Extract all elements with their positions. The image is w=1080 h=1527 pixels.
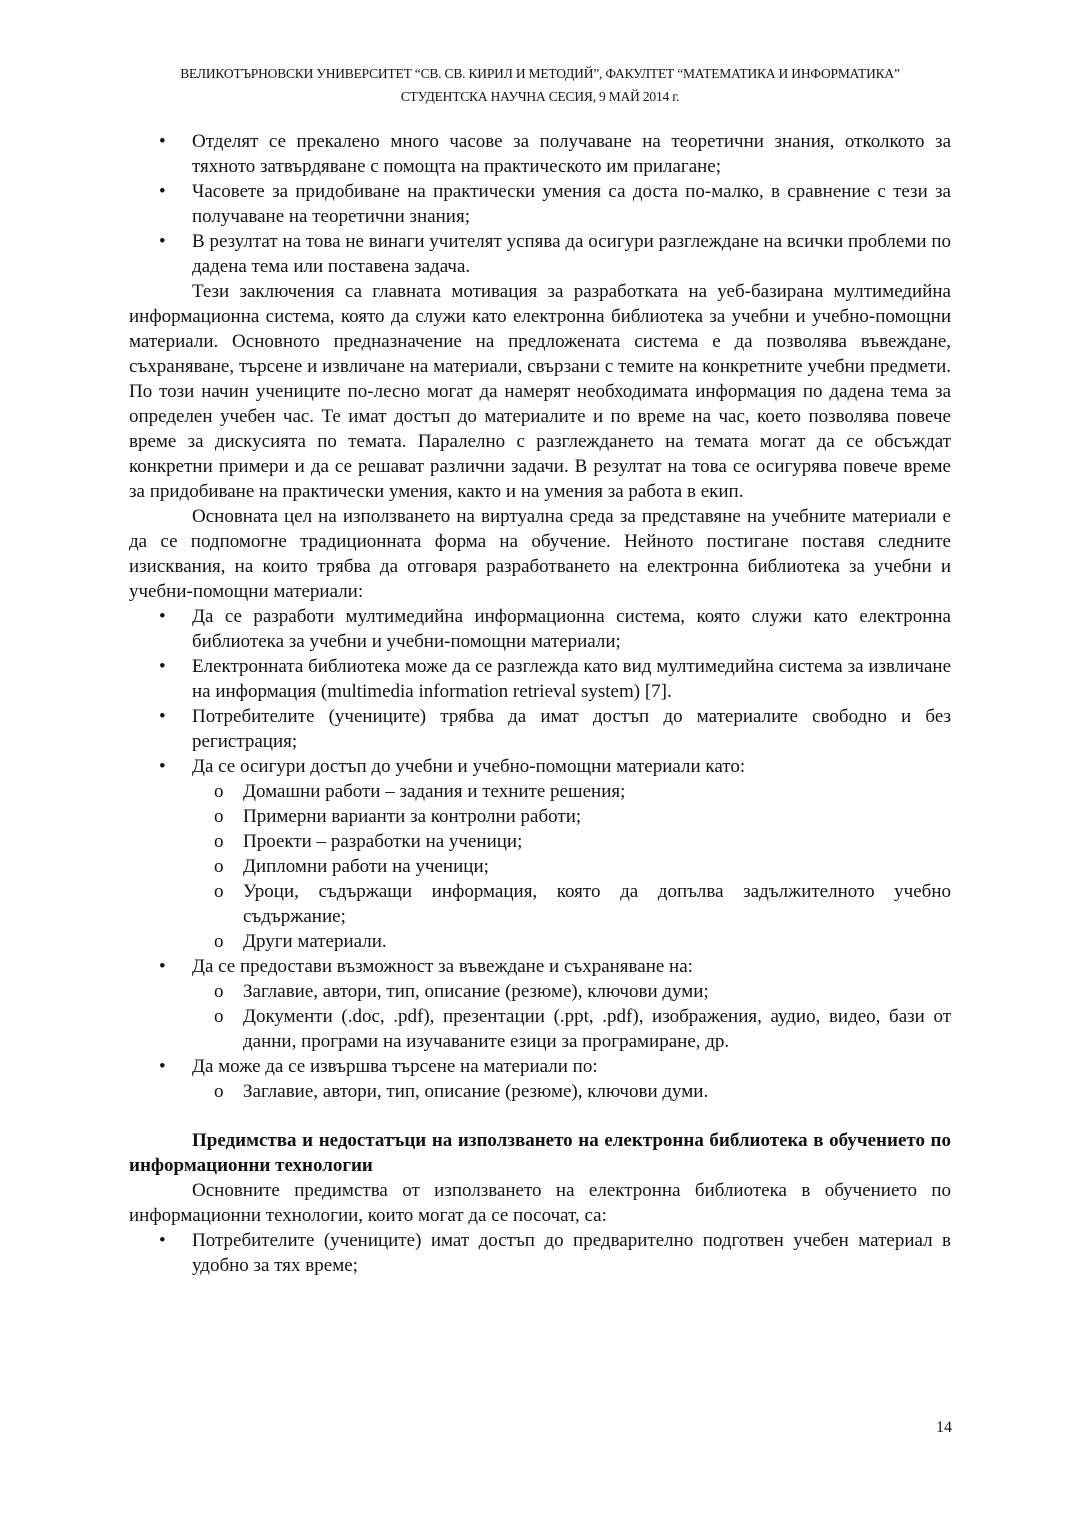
circle-bullet-icon: o (214, 856, 224, 877)
bullet-icon: • (159, 231, 166, 252)
bullet-icon: • (159, 181, 166, 202)
list-item: • В резултат на това не винаги учителят успява да осигури разглеждане на всички проблеми по дадена тема или поставена задача. (159, 231, 951, 277)
sub-list-item: o Заглавие, автори, тип, описание (резюме), ключови думи. (214, 1081, 709, 1102)
bullet-list-advantages (129, 1228, 951, 1278)
page-number: 14 (936, 1419, 952, 1436)
page-header (0, 62, 1080, 108)
circle-bullet-icon: o (214, 781, 224, 802)
paragraph-main-goal: Основната цел на използването на виртуална среда за представяне на учебните материали е да се подпомогне традиционната форма на обучение. Нейното постигане поставя следните изисквания, на които трябва да отговаря разработването на електронна библиотека за учебни и учебни-помощни материали: (129, 506, 951, 602)
header-line-2: СТУДЕНТСКА НАУЧНА СЕСИЯ, 9 МАЙ 2014 г. (400, 89, 680, 104)
bullet-icon: • (159, 656, 166, 677)
list-item: • Потребителите (учениците) трябва да имат достъп до материалите свободно и без регистрация; (159, 706, 951, 752)
list-item: • Потребителите (учениците) имат достъп до предварително подготвен учебен материал в удобно за тях време; (159, 1230, 951, 1276)
circle-bullet-icon: o (214, 981, 224, 1002)
sub-list-item: o Заглавие, автори, тип, описание (резюме), ключови думи; (214, 981, 709, 1002)
circle-bullet-icon: o (214, 881, 224, 902)
sub-list-item: o Примерни варианти за контролни работи; (214, 806, 582, 827)
sub-list-materials (192, 779, 951, 954)
paragraph-advantages: Основните предимства от използването на електронна библиотека в обучението по информационни технологии, които могат да се посочат, са: (129, 1180, 951, 1226)
page-body (129, 129, 951, 1278)
sub-list-input (192, 979, 951, 1054)
list-item: • Да се разработи мултимедийна информационна система, която служи като електронна библиотека за учебни и учебни-помощни материали; (159, 606, 951, 652)
bullet-list-requirements (129, 604, 951, 1104)
list-item: • Да се предостави възможност за въвеждане и съхраняване на: o Заглавие, автори, тип, описание (резюме), ключови думи; o Документи (.doc, .pdf), презентации (.ppt, .pdf), изображения, аудио, видео, бази от данни, програми на изучаваните езици за програмиране, др. (159, 956, 951, 1052)
bullet-icon: • (159, 1230, 166, 1251)
circle-bullet-icon: o (214, 806, 224, 827)
bullet-icon: • (159, 706, 166, 727)
circle-bullet-icon: o (214, 831, 224, 852)
list-item: • Електронната библиотека може да се разглежда като вид мултимедийна система за извличане на информация (multimedia information retrieval system) [7]. (159, 656, 951, 702)
circle-bullet-icon: o (214, 1006, 224, 1027)
bullet-icon: • (159, 1056, 166, 1077)
circle-bullet-icon: o (214, 931, 224, 952)
bullet-list-1 (129, 129, 951, 279)
bullet-icon: • (159, 606, 166, 627)
sub-list-search (192, 1079, 951, 1104)
bullet-icon: • (159, 756, 166, 777)
bullet-icon: • (159, 956, 166, 977)
list-item: • Да се осигури достъп до учебни и учебно-помощни материали като: o Домашни работи – задания и техните решения; o Примерни варианти за контролни работи; o Проекти – разработки на ученици; o Дипломни работи на ученици; o Уроци, съдържащи информация, която да допълва задължителното учебно съдържание; o Други материали. (159, 756, 951, 952)
sub-list-item: o Проекти – разработки на ученици; (214, 831, 523, 852)
list-item: • Часовете за придобиване на практически умения са доста по-малко, в сравнение с тези за получаване на теоретични знания; (159, 181, 951, 227)
circle-bullet-icon: o (214, 1081, 224, 1102)
sub-list-item: o Други материали. (214, 931, 387, 952)
list-item: • Да може да се извършва търсене на материали по: o Заглавие, автори, тип, описание (резюме), ключови думи. (129, 1054, 951, 1104)
sub-list-item: o Документи (.doc, .pdf), презентации (.ppt, .pdf), изображения, аудио, видео, бази от данни, програми на изучаваните езици за програмиране, др. (214, 1006, 951, 1052)
sub-list-item: o Дипломни работи на ученици; (214, 856, 489, 877)
bullet-icon: • (159, 131, 166, 152)
sub-list-item: o Домашни работи – задания и техните решения; (214, 781, 626, 802)
list-item: • Отделят се прекалено много часове за получаване на теоретични знания, отколкото за тяхното затвърдяване с помощта на практическото им прилагане; (159, 131, 951, 177)
section-heading: Предимства и недостатъци на използването на електронна библиотека в обучението по информационни технологии (129, 1130, 951, 1176)
header-line-1: ВЕЛИКОТЪРНОВСКИ УНИВЕРСИТЕТ “СВ. СВ. КИРИЛ И МЕТОДИЙ”, ФАКУЛТЕТ “МАТЕМАТИКА И ИНФОРМАТИКА” (180, 66, 900, 81)
paragraph-motivation: Тези заключения са главната мотивация за разработката на уеб-базирана мултимедийна информационна система, която да служи като електронна библиотека за учебни и учебно-помощни материали. Основното предназначение на предложената система е да позволява въвеждане, съхраняване, търсене и извличане на материали, свързани с темите на конкретните учебни предмети. По този начин учениците по-лесно могат да намерят необходимата информация по дадена тема за определен учебен час. Те имат достъп до материалите и по време на час, което позволява повече време за дискусията по темата. Паралелно с разглеждането на темата могат да се обсъждат конкретни примери и да се решават различни задачи. В резултат на това се осигурява повече време за придобиване на практически умения, както и на умения за работа в екип. (129, 281, 951, 502)
sub-list-item: o Уроци, съдържащи информация, която да допълва задължителното учебно съдържание; (214, 881, 951, 927)
